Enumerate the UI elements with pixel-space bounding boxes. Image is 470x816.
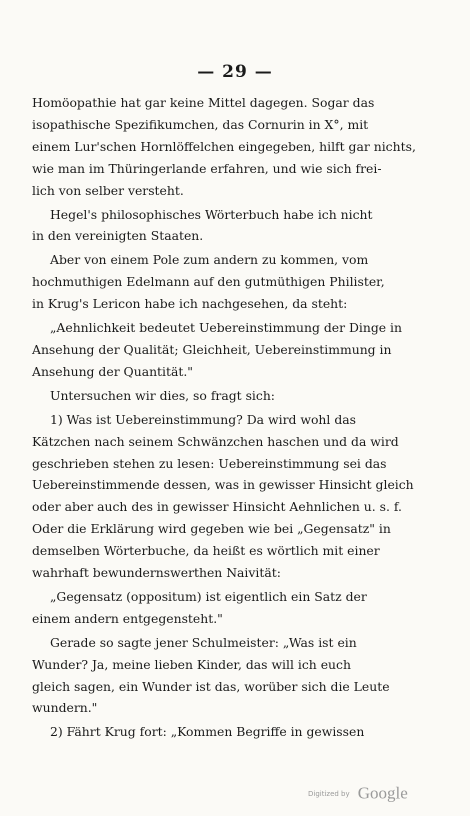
digitization-credit — [308, 783, 408, 804]
text-line: Ansehung der Quantität." — [32, 363, 193, 379]
quotation — [32, 317, 402, 383]
text-line: Kätzchen nach seinem Schwänzchen haschen und da wird — [32, 433, 399, 449]
text-line: wahrhaft bewundernswerthen Naivität: — [32, 565, 281, 581]
paragraph — [32, 632, 390, 720]
text-line: Gerade so sagte jener Schulmeister: „Was ist ein — [50, 634, 357, 650]
text-line: 2) Fährt Krug fort: „Kommen Begriffe in gewissen — [50, 724, 365, 740]
text-line: lich von selber versteht. — [32, 182, 184, 198]
text-line: „Aehnlichkeit bedeutet Uebereinstimmung der Dinge in — [50, 320, 402, 336]
text-line: hochmuthigen Edelmann auf den gutmüthigen Philister, — [32, 274, 385, 290]
text-line: einem Lur'schen Hornlöffelchen eingegeben, hilft gar nichts, — [32, 138, 416, 154]
text-line: Ansehung der Qualität; Gleichheit, Uebereinstimmung in — [32, 341, 392, 357]
digitized-by-label: Digitized by — [308, 789, 350, 798]
text-line: wie man im Thüringerlande erfahren, und wie sich frei- — [32, 160, 382, 176]
text-line: geschrieben stehen zu lesen: Uebereinstimmung sei das — [32, 455, 387, 471]
text-line: gleich sagen, ein Wunder ist das, worüber sich die Leute — [32, 678, 390, 694]
paragraph — [32, 385, 372, 407]
text-line: Hegel's philosophisches Wörterbuch habe ich nicht — [50, 206, 373, 222]
text-line: Untersuchen wir dies, so fragt sich: — [50, 387, 275, 403]
text-line: einem andern entgegensteht." — [32, 610, 223, 626]
text-line: demselben Wörterbuche, da heißt es wörtlich mit einer — [32, 543, 380, 559]
text-line: 1) Was ist Uebereinstimmung? Da wird wohl das — [50, 411, 356, 427]
page-number: — 29 — — [197, 62, 273, 82]
text-line: „Gegensatz (oppositum) ist eigentlich ein Satz der — [50, 588, 367, 604]
text-line: Uebereinstimmende dessen, was in gewisser Hinsicht gleich — [32, 477, 414, 493]
paragraph — [32, 249, 385, 315]
paragraph — [32, 409, 414, 584]
text-line: oder aber auch des in gewisser Hinsicht Aehnlichen u. s. f. — [32, 499, 402, 515]
text-line: in Krug's Lericon habe ich nachgesehen, da steht: — [32, 296, 348, 312]
google-logo: Google — [357, 783, 408, 803]
text-line: in den vereinigten Staaten. — [32, 228, 204, 244]
paragraph — [32, 204, 372, 248]
text-line: isopathische Spezifikumchen, das Cornurin in X°, mit — [32, 116, 369, 132]
text-line: wundern." — [32, 700, 98, 716]
text-line: Wunder? Ja, meine lieben Kinder, das will ich euch — [32, 656, 351, 672]
text-line: Homöopathie hat gar keine Mittel dagegen. Sogar das — [32, 95, 375, 110]
paragraph — [32, 721, 372, 743]
text-line: Aber von einem Pole zum andern zu kommen, vom — [50, 252, 369, 268]
quotation — [32, 586, 372, 630]
text-line: Oder die Erklärung wird gegeben wie bei „Gegensatz" in — [32, 521, 391, 537]
body-text — [32, 92, 416, 743]
paragraph — [32, 92, 416, 202]
